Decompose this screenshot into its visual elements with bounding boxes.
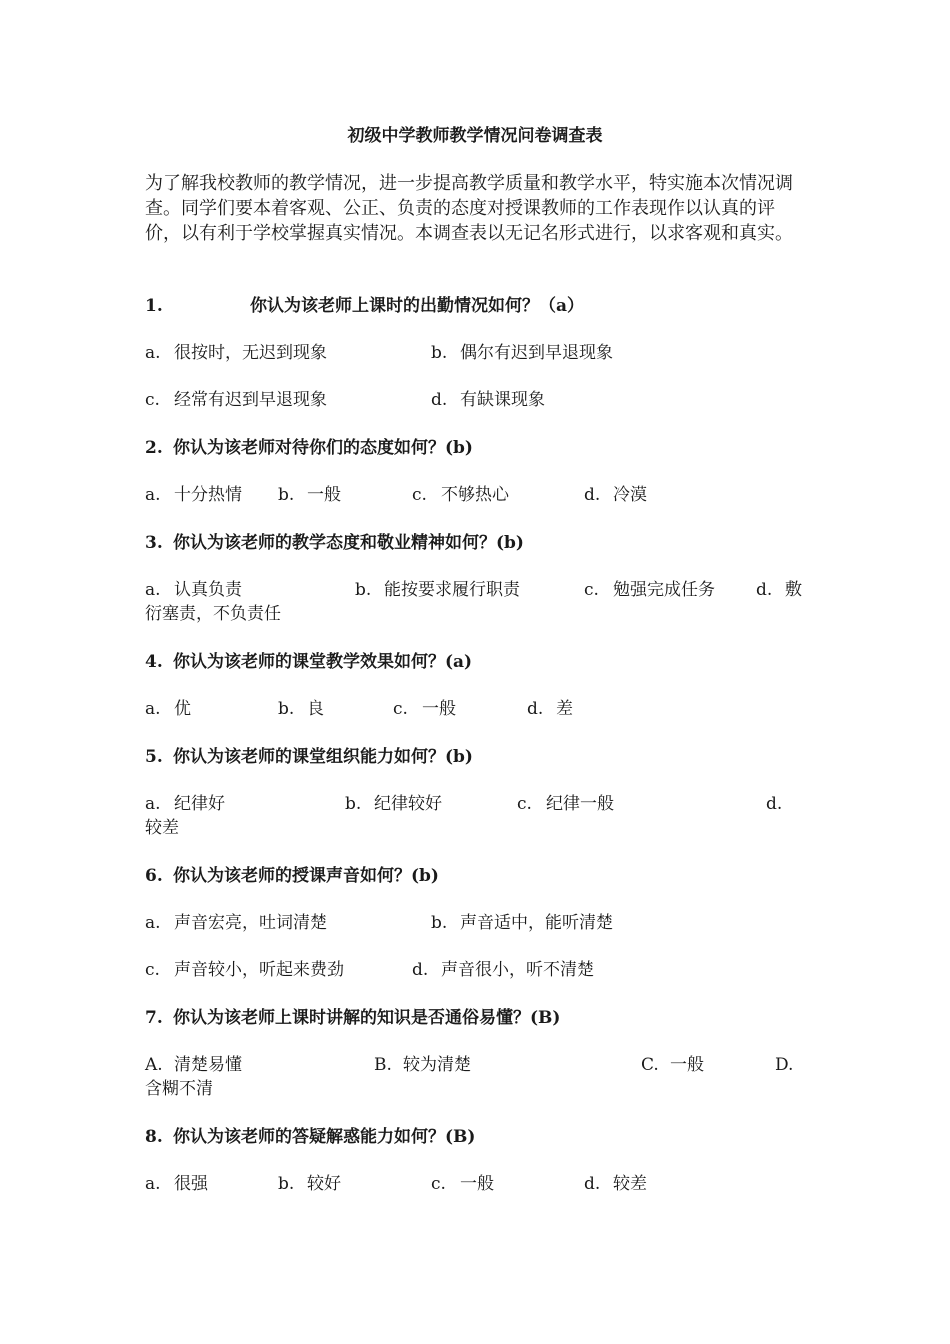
option-text: 很按时，无迟到现象 — [174, 343, 327, 363]
option-letter: C. — [641, 1055, 659, 1075]
option-8b — [278, 1172, 341, 1196]
option-3d-continuation: 衍塞责，不负责任 — [145, 604, 281, 624]
question-text: 你认为该老师对待你们的态度如何？(b) — [173, 438, 473, 458]
option-letter: a. — [145, 485, 161, 505]
option-1a — [145, 341, 327, 365]
option-text: 认真负责 — [174, 580, 242, 600]
question-number: 6. — [145, 866, 163, 886]
option-1d — [431, 388, 545, 412]
option-letter: D. — [775, 1055, 794, 1075]
option-7c — [641, 1053, 704, 1077]
option-text: 能按要求履行职责 — [384, 580, 520, 600]
option-letter: b. — [278, 485, 295, 505]
option-4a — [145, 697, 191, 721]
option-letter: c. — [431, 1174, 446, 1194]
option-letter: c. — [145, 390, 160, 410]
option-letter: b. — [431, 343, 448, 363]
option-text: 很强 — [174, 1174, 208, 1194]
option-text: 纪律好 — [174, 794, 225, 814]
question-4 — [145, 649, 809, 675]
option-6b — [431, 911, 613, 935]
option-8d — [584, 1172, 647, 1196]
option-letter: b. — [345, 794, 362, 814]
option-letter: a. — [145, 580, 161, 600]
option-text: 声音很小，听不清楚 — [441, 960, 594, 980]
option-letter: c. — [393, 699, 408, 719]
option-text: 纪律较好 — [374, 794, 442, 814]
option-text: 较差 — [613, 1174, 647, 1194]
option-6c — [145, 958, 344, 982]
option-letter: a. — [145, 794, 161, 814]
option-4d — [527, 697, 573, 721]
question-8 — [145, 1124, 809, 1150]
question-5 — [145, 744, 809, 770]
question-text: 你认为该老师上课时的出勤情况如何？（a） — [250, 296, 585, 316]
page-title: 初级中学教师教学情况问卷调查表 — [347, 126, 603, 146]
option-text: 声音适中，能听清楚 — [460, 913, 613, 933]
question-number: 8. — [145, 1127, 163, 1147]
option-letter: b. — [355, 580, 372, 600]
option-letter: c. — [517, 794, 532, 814]
option-letter: a. — [145, 913, 161, 933]
option-7d-continuation: 含糊不清 — [145, 1079, 213, 1099]
option-text: 经常有迟到早退现象 — [174, 390, 327, 410]
option-letter: c. — [145, 960, 160, 980]
question-1 — [145, 293, 809, 319]
question-6 — [145, 863, 809, 889]
option-letter: A. — [145, 1055, 163, 1075]
option-text: 偶尔有迟到早退现象 — [460, 343, 613, 363]
option-letter: d. — [431, 390, 448, 410]
question-number: 3. — [145, 533, 163, 553]
option-text: 一般 — [422, 699, 456, 719]
option-letter: d. — [584, 1174, 601, 1194]
question-number: 2. — [145, 438, 163, 458]
option-3d — [756, 578, 802, 602]
option-letter: d. — [412, 960, 429, 980]
option-letter: a. — [145, 699, 161, 719]
question-number: 4. — [145, 652, 163, 672]
option-letter: a. — [145, 1174, 161, 1194]
option-text: 一般 — [307, 485, 341, 505]
option-text: 良 — [307, 699, 324, 719]
option-3a — [145, 578, 242, 602]
option-2d — [584, 483, 647, 507]
option-letter: b. — [431, 913, 448, 933]
intro-paragraph: 为了解我校教师的教学情况，进一步提高教学质量和教学水平，特实施本次情况调查。同学们要本着客观、公正、负责的态度对授课教师的工作表现作以认真的评价，以有利于学校掌握真实情况。本调查表以无记名形式进行，以求客观和真实。 — [145, 173, 793, 244]
option-text: 冷漠 — [613, 485, 647, 505]
option-letter: b. — [278, 699, 295, 719]
option-5a — [145, 792, 225, 816]
question-number: 7. — [145, 1008, 163, 1028]
question-text: 你认为该老师的教学态度和敬业精神如何？(b) — [173, 533, 524, 553]
question-number: 1. — [145, 296, 163, 316]
question-text: 你认为该老师的课堂组织能力如何？(b) — [173, 747, 473, 767]
option-letter: a. — [145, 343, 161, 363]
option-2a — [145, 483, 242, 507]
option-text: 较好 — [307, 1174, 341, 1194]
option-text: 纪律一般 — [546, 794, 614, 814]
option-5b — [345, 792, 442, 816]
option-letter: c. — [412, 485, 427, 505]
option-8a — [145, 1172, 208, 1196]
option-2c — [412, 483, 509, 507]
option-letter: d. — [584, 485, 601, 505]
option-text: 声音较小，听起来费劲 — [174, 960, 344, 980]
option-letter: c. — [584, 580, 599, 600]
question-7 — [145, 1005, 809, 1031]
option-text: 有缺课现象 — [460, 390, 545, 410]
option-letter: d. — [527, 699, 544, 719]
option-text: 敷 — [785, 580, 802, 600]
option-3c — [584, 578, 715, 602]
option-text: 较为清楚 — [403, 1055, 471, 1075]
option-text: 差 — [556, 699, 573, 719]
option-5d-continuation: 较差 — [145, 818, 179, 838]
option-8c — [431, 1172, 494, 1196]
question-text: 你认为该老师的授课声音如何？(b) — [173, 866, 439, 886]
option-text: 不够热心 — [441, 485, 509, 505]
option-letter: B. — [374, 1055, 392, 1075]
option-letter: d. — [756, 580, 773, 600]
option-text: 一般 — [460, 1174, 494, 1194]
option-3b — [355, 578, 520, 602]
question-3 — [145, 530, 809, 556]
option-text: 一般 — [670, 1055, 704, 1075]
option-5d — [766, 792, 795, 816]
option-6a — [145, 911, 327, 935]
option-4b — [278, 697, 324, 721]
option-7a — [145, 1053, 242, 1077]
question-text: 你认为该老师的课堂教学效果如何？(a) — [173, 652, 473, 672]
option-7b — [374, 1053, 471, 1077]
option-text: 优 — [174, 699, 191, 719]
question-text: 你认为该老师的答疑解惑能力如何？(B) — [173, 1127, 476, 1147]
option-text: 清楚易懂 — [174, 1055, 242, 1075]
option-1b — [431, 341, 613, 365]
option-letter: d. — [766, 794, 783, 814]
option-text: 勉强完成任务 — [613, 580, 715, 600]
option-2b — [278, 483, 341, 507]
question-number: 5. — [145, 747, 163, 767]
option-text: 十分热情 — [174, 485, 242, 505]
option-5c — [517, 792, 614, 816]
question-2 — [145, 435, 809, 461]
option-4c — [393, 697, 456, 721]
question-text: 你认为该老师上课时讲解的知识是否通俗易懂？(B) — [173, 1008, 561, 1028]
option-text: 声音宏亮，吐词清楚 — [174, 913, 327, 933]
option-6d — [412, 958, 594, 982]
option-7d — [775, 1053, 804, 1077]
option-1c — [145, 388, 327, 412]
option-letter: b. — [278, 1174, 295, 1194]
